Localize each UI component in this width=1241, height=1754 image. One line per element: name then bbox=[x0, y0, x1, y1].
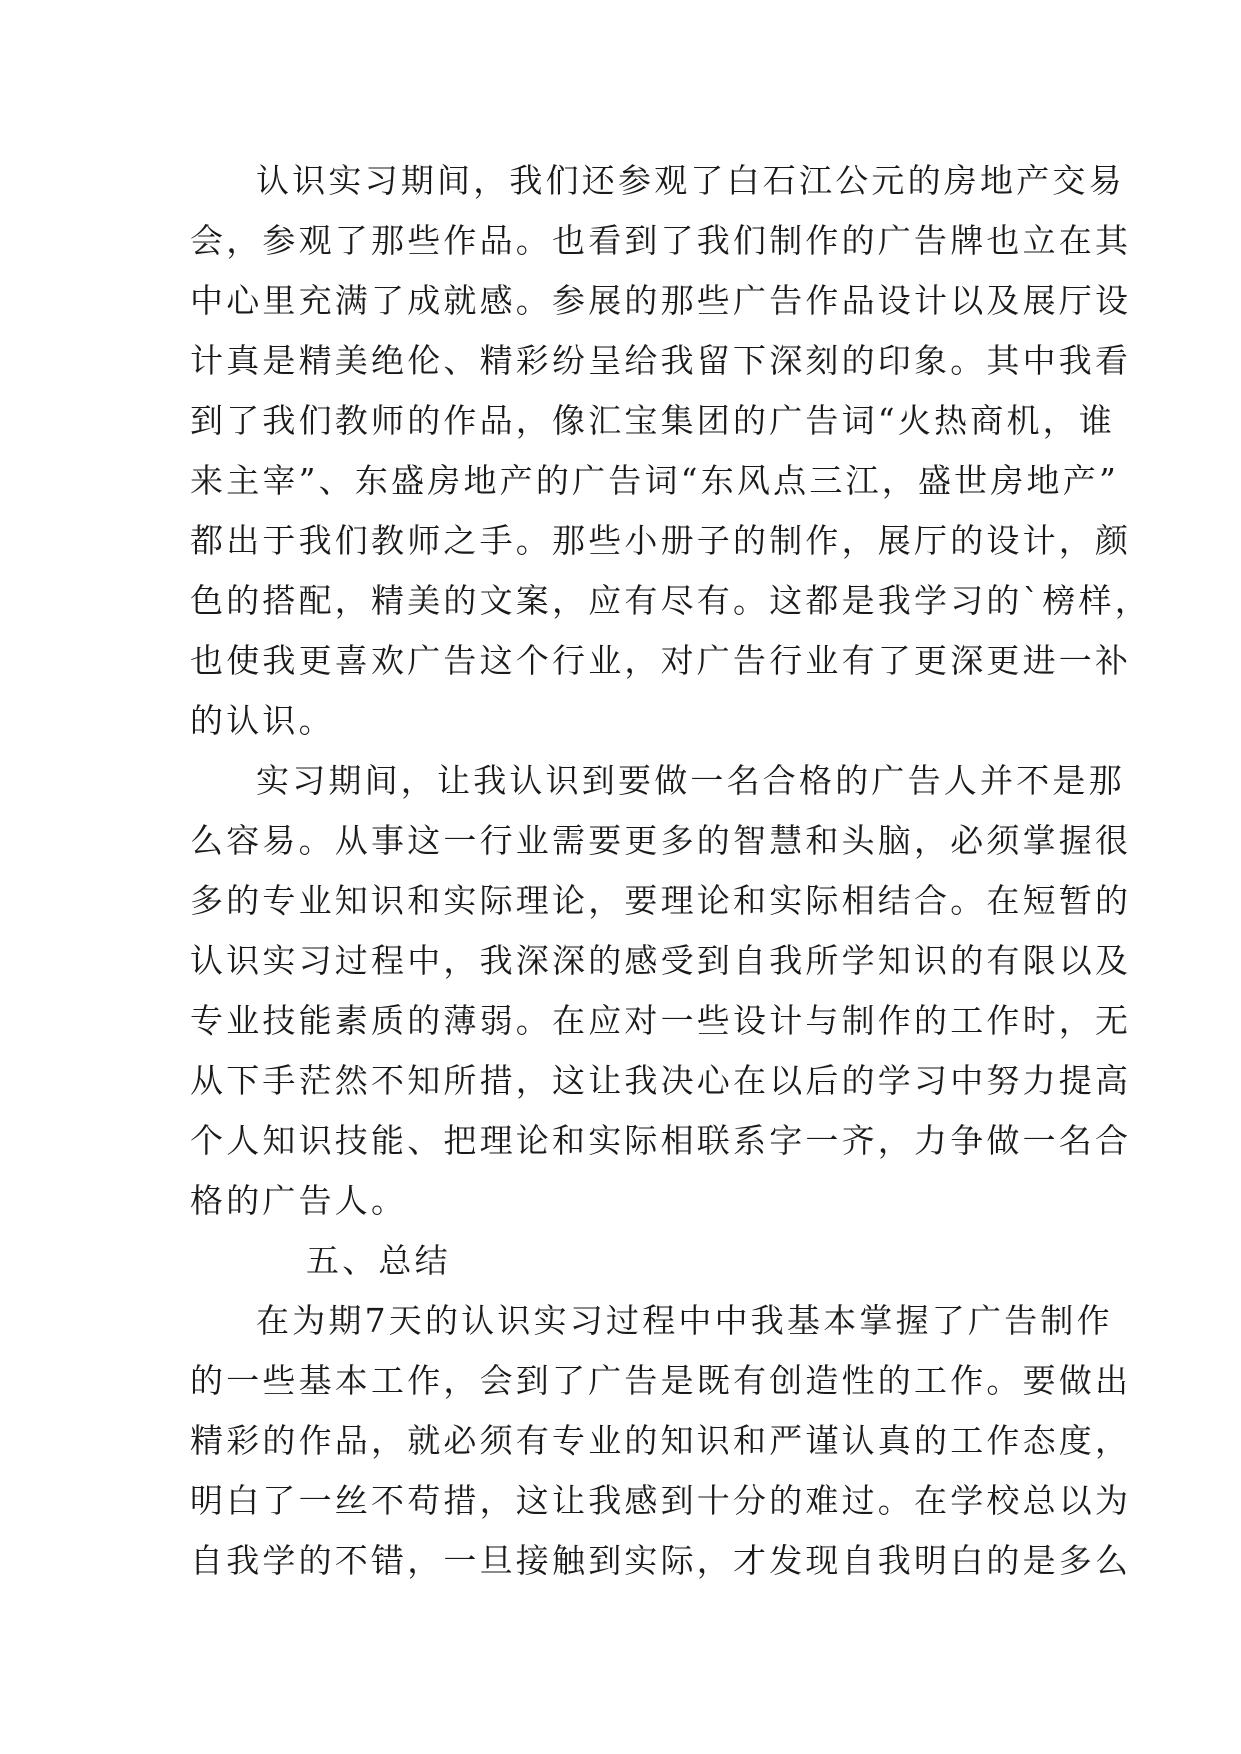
paragraph-line: 明白了一丝不苟措，这让我感到十分的难过。在学校总以为 bbox=[190, 1481, 1132, 1520]
paragraph-line: 都出于我们教师之手。那些小册子的制作，展厅的设计，颜 bbox=[190, 521, 1132, 560]
paragraph-line: 个人知识技能、把理论和实际相联系字一齐，力争做一名合 bbox=[190, 1121, 1132, 1160]
paragraph-line: 的一些基本工作，会到了广告是既有创造性的工作。要做出 bbox=[190, 1361, 1132, 1400]
section-heading: 五、总结 bbox=[306, 1241, 451, 1280]
paragraph-line: 认识实习期间，我们还参观了白石江公元的房地产交易 bbox=[256, 161, 1125, 200]
paragraph-line: 在为期7天的认识实习过程中中我基本掌握了广告制作 bbox=[256, 1301, 1113, 1340]
paragraph-line: 也使我更喜欢广告这个行业，对广告行业有了更深更进一补 bbox=[190, 641, 1132, 680]
paragraph-line: 计真是精美绝伦、精彩纷呈给我留下深刻的印象。其中我看 bbox=[190, 341, 1132, 380]
paragraph-line: 来主宰”、东盛房地产的广告词“东风点三江，盛世房地产” bbox=[190, 461, 1120, 500]
paragraph-line: 中心里充满了成就感。参展的那些广告作品设计以及展厅设 bbox=[190, 281, 1132, 320]
paragraph-line: 认识实习过程中，我深深的感受到自我所学知识的有限以及 bbox=[190, 941, 1132, 980]
paragraph-line: 专业技能素质的薄弱。在应对一些设计与制作的工作时，无 bbox=[190, 1001, 1132, 1040]
paragraph-line: 格的广告人。 bbox=[190, 1181, 408, 1220]
paragraph-line: 精彩的作品，就必须有专业的知识和严谨认真的工作态度， bbox=[190, 1421, 1132, 1460]
paragraph-line: 会，参观了那些作品。也看到了我们制作的广告牌也立在其 bbox=[190, 221, 1132, 260]
paragraph-line: 的认识。 bbox=[190, 701, 335, 740]
paragraph-line: 么容易。从事这一行业需要更多的智慧和头脑，必须掌握很 bbox=[190, 821, 1132, 860]
paragraph-line: 从下手茫然不知所措，这让我决心在以后的学习中努力提高 bbox=[190, 1061, 1132, 1100]
paragraph-line: 到了我们教师的作品，像汇宝集团的广告词“火热商机，谁 bbox=[190, 401, 1116, 440]
paragraph-line: 多的专业知识和实际理论，要理论和实际相结合。在短暂的 bbox=[190, 881, 1132, 920]
paragraph-line: 实习期间，让我认识到要做一名合格的广告人并不是那 bbox=[256, 761, 1125, 800]
paragraph-line: 自我学的不错，一旦接触到实际，才发现自我明白的是多么 bbox=[190, 1541, 1132, 1580]
paragraph-line: 色的搭配，精美的文案，应有尽有。这都是我学习的`榜样， bbox=[190, 581, 1151, 620]
